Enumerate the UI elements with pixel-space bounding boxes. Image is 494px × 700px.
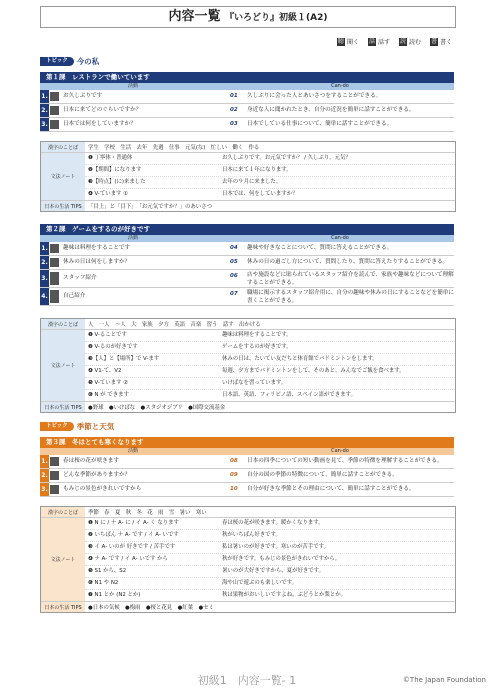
grammar-note: ❷【期間】になります 日本に来て１年になります。 — [85, 165, 455, 177]
grammar-notes — [85, 153, 455, 200]
speak-icon — [50, 120, 59, 129]
lesson-2: 第２課 ゲームをするのが好きです 活動 Can-do 1. 趣味は料理をすることです 04 趣味や好きなことについて、質問に答えることができる。 2. 休みの日は何をしますか？ 05 休みの日の過ごし方について、質問したり、質問に答えたりすることができる。 3. スタッフ紹介 06 店や施設などに貼られているスタッフ紹介を読んで、家族や趣味などについて理解することができる。 4. 自己紹介 07 職場に掲示するスタッフ紹介用に、自分の趣味や休みの日にすることなどを簡単に書くことができる。 — [41, 225, 454, 304]
legend-read: 読 読む — [399, 37, 421, 46]
read-icon — [50, 272, 59, 285]
legend-speak: 話 話す — [368, 37, 390, 46]
lesson-2-language: 漢字のことば 人 一人 ～人 大 家族 夕方 英語 音楽 習う 話す 出かける 文法ノート ❶ V-ることです 趣味は料理をすることです。 ❷ V-るのが好きです ゲームをするのが好きです。 ❸【人】と【場所】で V-ます 休みの日は、たいてい友だちと体育館でバドミントンをします。 ❹ V1-て、V2 毎週、夕方までバドミントンをして、そのあと、みんなでご飯を食べます。 ❺ V-ています ② いけばなを習っています。 ❻ N が できます 日本語、英語、フィリピノ語、スペイン語ができます。 日本の生活 TIPS ●野球 ●いけばな ●スタジオジブリ ●国際交流基金 — [40, 318, 456, 413]
page-footer: 初級1 内容一覧- 1 — [197, 674, 297, 687]
lesson-row: 1. 春は桜の花が咲きます 08 日本の四季についての短い動画を見て、季節の特徴を理解することができる。 — [40, 455, 454, 469]
listen-icon — [50, 106, 59, 115]
lesson-row: 2. どんな季節がありますか？ 09 自分の国の季節の特徴について、簡単に話すことができる。 — [40, 469, 454, 483]
listen-icon — [50, 244, 59, 253]
lesson-3-language: 漢字のことば 季節 春 夏 秋 冬 花 雨 雪 暑い 寒い 文法ノート ❶ N に / ナ A- に / イ A- く なります 春は桜の花が咲きます。暖かくなります。 ❷ いちばん ナ A- です / イ A- いです 秋がいちばん好きです。 ❸ イ A- いのが 好きです / 苦手です 私は暑いのが好きです。寒いのが苦手です。 ❹ ナ A- です / イ A- いです から 秋が好きです。もみじの景色がきれいですから。 ❺ S1 から、S2 暑いのが大好きですから、夏が好きです。 ❻ N1 や N2 海や山で遊ぶのも楽しいです。 ❼ N1 とか (N2 とか) 秋は果物がおいしいですよね。ぶどうとか梨とか。 日本の生活 TIPS ●日本の気候 ●梅雨 ●桜と花見 ●紅葉 ●セミ — [40, 506, 456, 613]
grammar-note: ❸【時点】(に)来ました 去年の９月に来ました。 — [85, 177, 455, 189]
lesson-1 — [40, 72, 454, 132]
kanji-words: 学生 学校 生活 去年 先週 仕事 元気(な) 忙しい 働く 作る — [88, 145, 260, 151]
write-icon: 書 — [430, 37, 437, 45]
lesson-3-title: 第３課 冬はとても寒くなります — [40, 437, 454, 448]
copyright: ©The Japan Foundation — [402, 676, 486, 684]
topic-1: トピック 今の私 — [40, 56, 99, 66]
lesson-row: 2. 日本に来てどのぐらいですか？ 02 身近な人に聞かれたとき、自分の近況を簡単に話すことができる。 — [40, 104, 454, 118]
speak-icon — [50, 471, 59, 480]
write-icon — [50, 290, 59, 303]
cando-number: 03 — [230, 121, 238, 127]
read-icon: 読 — [399, 37, 406, 45]
lesson-row: 1. お久しぶりです 01 久しぶりに会った人とあいさつをすることができる。 — [40, 90, 454, 104]
lesson-1-language: 漢字のことば 学生 学校 生活 去年 先週 仕事 元気(な) 忙しい 働く 作る 文法ノート ❶ 丁寧体・普通体 お久しぶりです。お元気ですか？ / 久しぶり。元気？ ❷【期間】になります 日本に来て１年になります。 ❸【時点】(に)来ました 去年の９月に来ました。 ❹ V-ています ① 日本では、何をしていますか？ 日本の生活 TIPS 「目上」と「目下」 「お元気ですか？」のあいさつ — [40, 141, 456, 212]
topic-2: トピック 季節と天気 — [40, 421, 114, 431]
legend-listen: 聴 聞く — [337, 37, 359, 46]
listen-icon — [50, 92, 59, 101]
listen-icon — [50, 457, 59, 466]
speak-icon — [50, 485, 59, 494]
lesson-row: 2. 休みの日は何をしますか？ 05 休みの日の過ごし方について、質問したり、質問に答えたりすることができる。 — [40, 256, 454, 270]
speak-icon: 話 — [368, 37, 375, 45]
cando-number: 02 — [230, 107, 238, 113]
skill-legend — [337, 37, 452, 46]
lesson-row: 3. 日本では何をしていますか？ 03 日本でしている仕事について、簡単に話すことができる。 — [40, 118, 454, 132]
lesson-row: 3. もみじの景色がきれいですから 10 自分が好きな季節とその理由について、簡単に話すことができる。 — [40, 483, 454, 497]
legend-write: 書 書く — [430, 37, 452, 46]
grammar-note: ❶ 丁寧体・普通体 お久しぶりです。お元気ですか？ / 久しぶり。元気？ — [85, 153, 455, 165]
lesson-1-title: 第１課 レストランで働いています — [40, 72, 454, 83]
lesson-1-colhead: 活動 Can-do — [40, 83, 454, 90]
lesson-3: 第３課 冬はとても寒くなります 活動 Can-do 1. 春は桜の花が咲きます 08 日本の四季についての短い動画を見て、季節の特徴を理解することができる。 2. どんな季節がありますか？ 09 自分の国の季節の特徴について、簡単に話すことができる。 3. もみじの景色がきれいですから 10 自分が好きな季節とその理由について、簡単に話すことができる。 — [40, 437, 454, 497]
page-title: 内容一覧 『いろどり』初級１(A2) — [40, 6, 456, 28]
listen-icon: 聴 — [337, 37, 344, 45]
lesson-2-title: 第２課 ゲームをするのが好きです — [40, 224, 454, 235]
lesson-row: 1. 趣味は料理をすることです 04 趣味や好きなことについて、質問に答えることができる。 — [40, 242, 454, 256]
life-tips: 「目上」と「目下」 「お元気ですか？」のあいさつ — [88, 204, 212, 210]
grammar-note: ❹ V-ています ① 日本では、何をしていますか？ — [88, 191, 298, 197]
lesson-row: 4. 自己紹介 07 職場に掲示するスタッフ紹介用に、自分の趣味や休みの日にすることなどを簡単に書くことができる。 — [41, 290, 454, 304]
cando-number: 01 — [230, 93, 238, 99]
speak-icon — [50, 258, 59, 267]
lesson-row: 3. スタッフ紹介 06 店や施設などに貼られているスタッフ紹介を読んで、家族や趣味などについて理解することができる。 — [41, 272, 454, 286]
